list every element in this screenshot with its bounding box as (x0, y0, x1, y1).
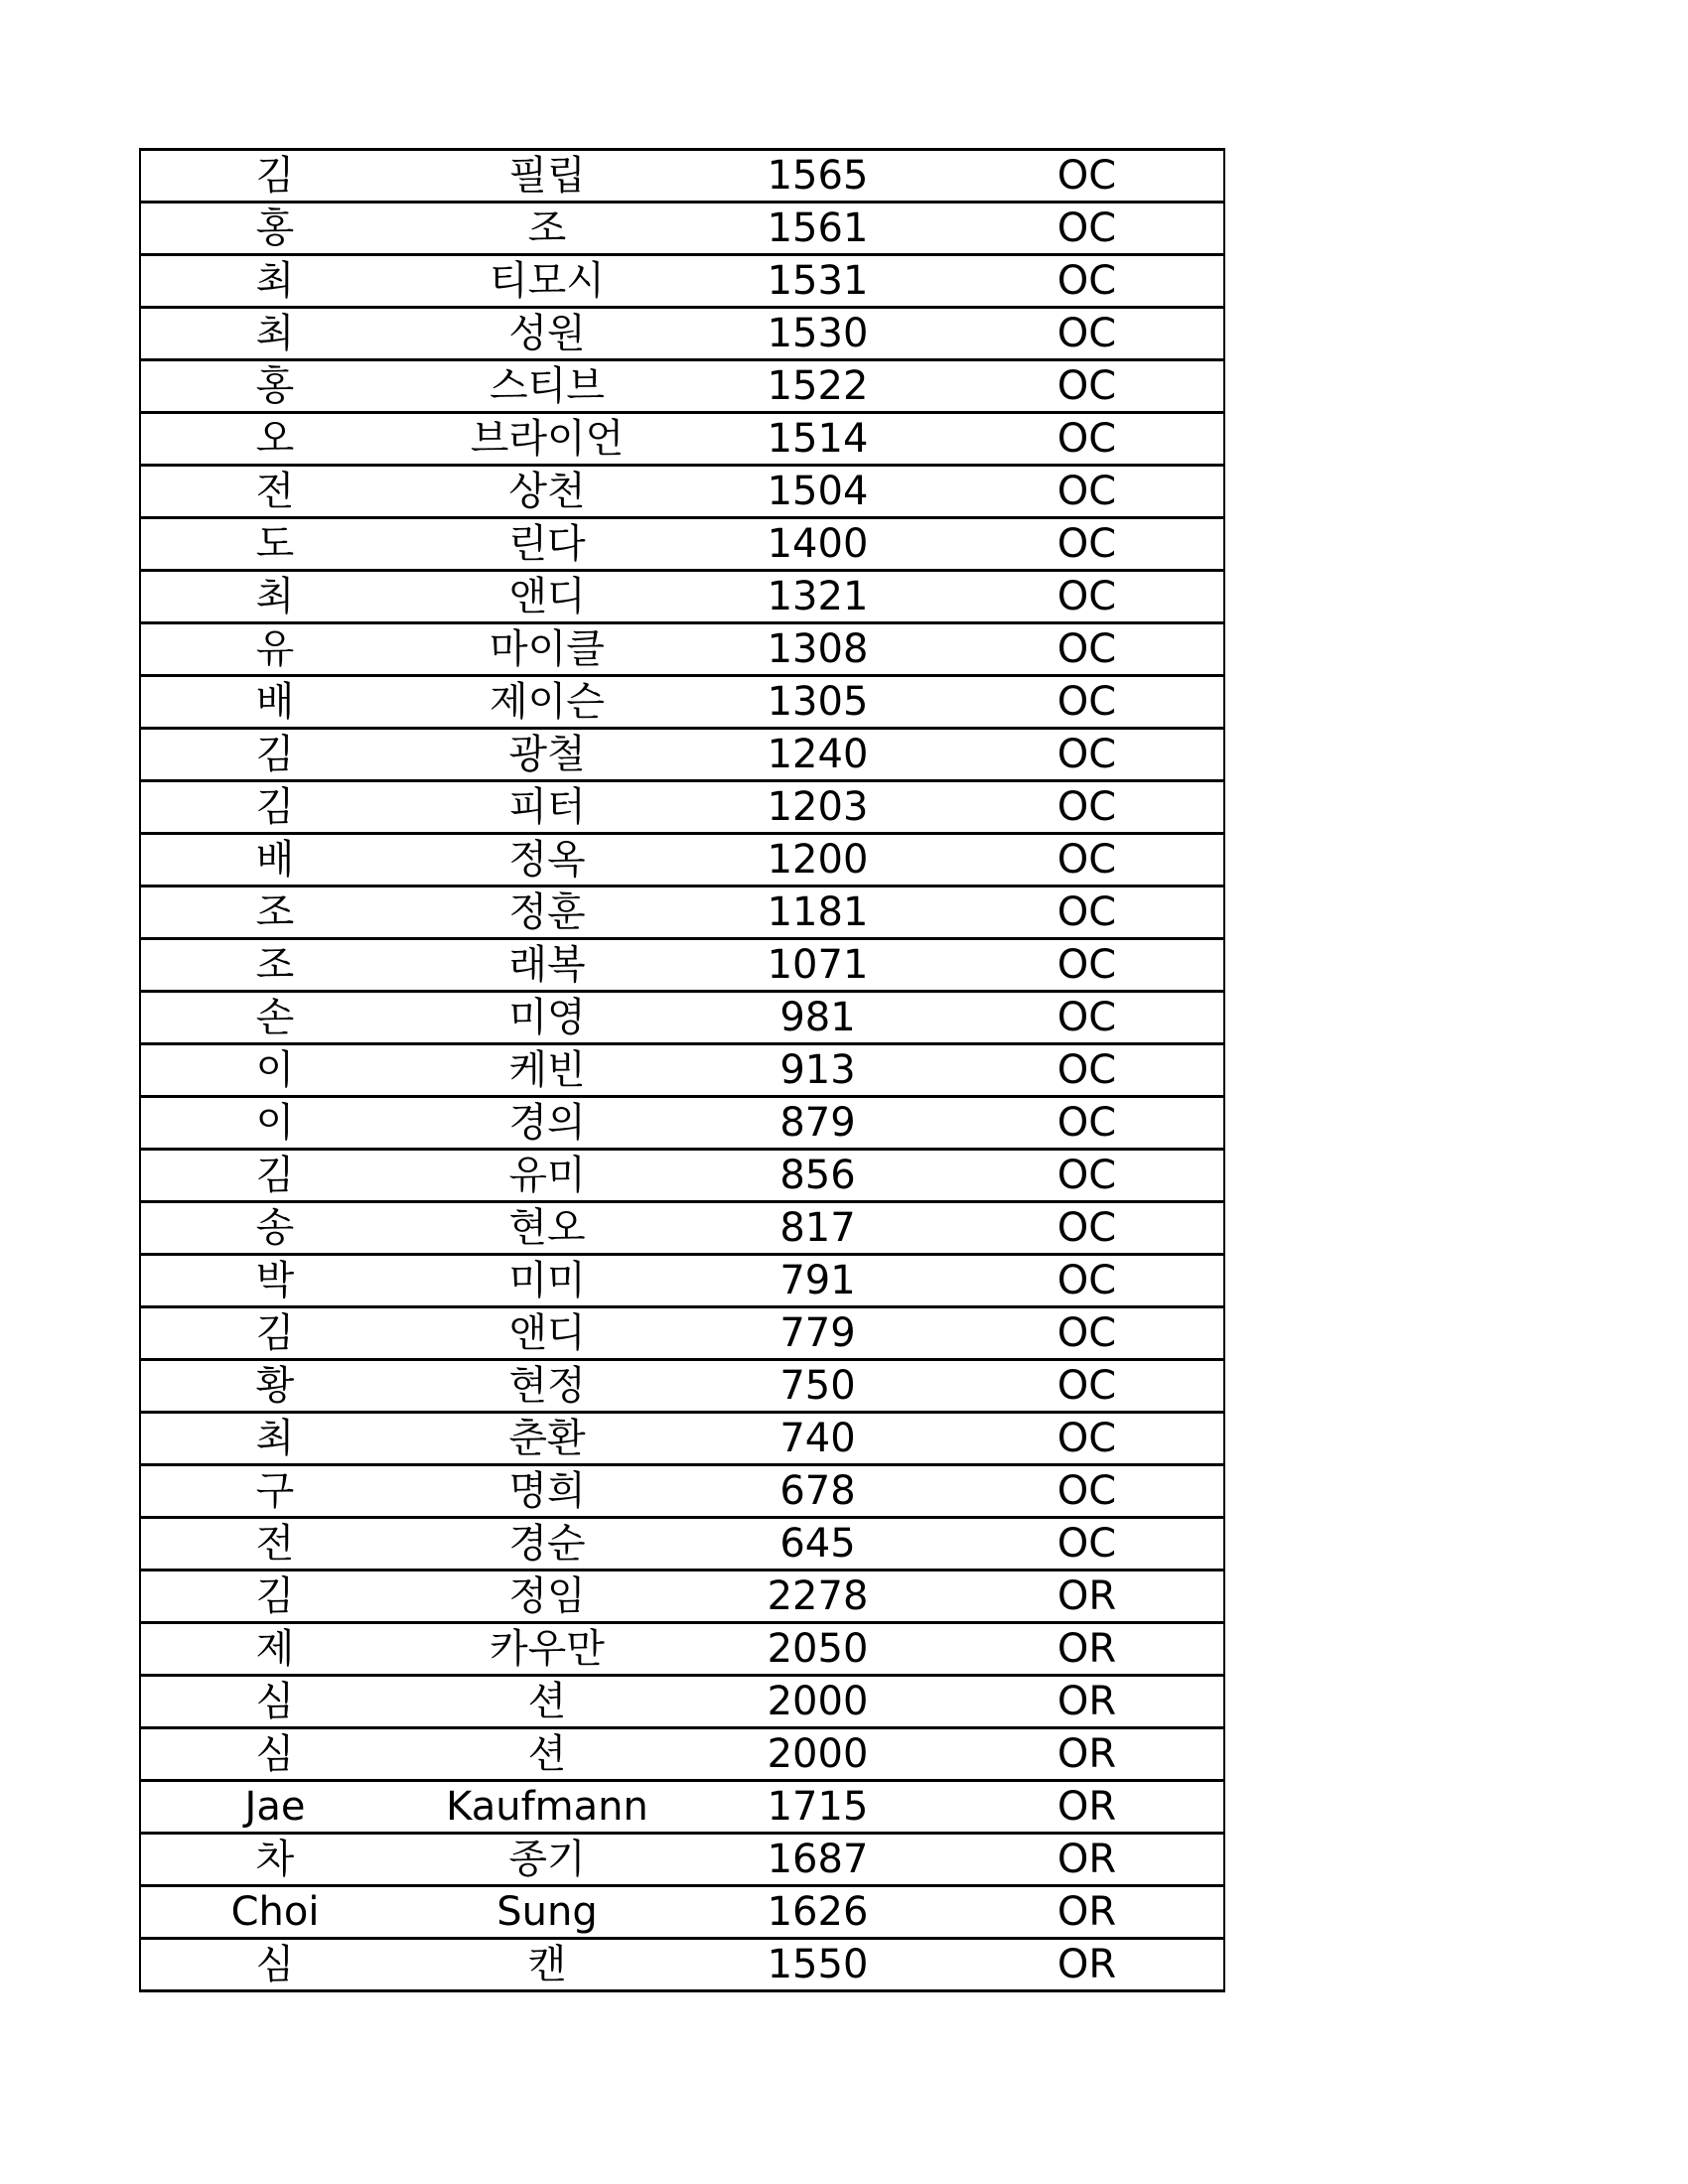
table-body (140, 150, 1224, 1991)
table-row (140, 729, 1224, 781)
table-row (140, 834, 1224, 887)
surname-cell: 심 (140, 1728, 409, 1781)
number-cell: 913 (685, 1044, 950, 1097)
table-row (140, 1307, 1224, 1360)
given-name-cell: 피터 (409, 781, 685, 834)
number-cell: 1565 (685, 150, 950, 203)
surname-cell: 배 (140, 676, 409, 729)
code-cell: OC (950, 1413, 1224, 1465)
number-cell: 1550 (685, 1939, 950, 1991)
number-cell: 2000 (685, 1676, 950, 1728)
code-cell: OC (950, 571, 1224, 623)
table-row (140, 1623, 1224, 1676)
given-name-cell: 경순 (409, 1518, 685, 1570)
given-name-cell: 명희 (409, 1465, 685, 1518)
number-cell: 1626 (685, 1886, 950, 1939)
code-cell: OC (950, 1255, 1224, 1307)
table-row (140, 939, 1224, 992)
table-row (140, 308, 1224, 360)
surname-cell: 제 (140, 1623, 409, 1676)
given-name-cell: 조 (409, 203, 685, 255)
given-name-cell: 현오 (409, 1202, 685, 1255)
given-name-cell: 미영 (409, 992, 685, 1044)
number-cell: 1561 (685, 203, 950, 255)
number-cell: 1504 (685, 466, 950, 518)
code-cell: OC (950, 781, 1224, 834)
table-row (140, 1886, 1224, 1939)
table-row (140, 992, 1224, 1044)
surname-cell: 구 (140, 1465, 409, 1518)
given-name-cell: 티모시 (409, 255, 685, 308)
code-cell: OC (950, 255, 1224, 308)
surname-cell: 최 (140, 255, 409, 308)
surname-cell: 송 (140, 1202, 409, 1255)
given-name-cell: 래복 (409, 939, 685, 992)
code-cell: OR (950, 1623, 1224, 1676)
table-row (140, 203, 1224, 255)
number-cell: 1308 (685, 623, 950, 676)
code-cell: OC (950, 887, 1224, 939)
surname-cell: 이 (140, 1097, 409, 1150)
table-row (140, 255, 1224, 308)
table-row (140, 1044, 1224, 1097)
table-row (140, 150, 1224, 203)
surname-cell: 전 (140, 1518, 409, 1570)
given-name-cell: 정옥 (409, 834, 685, 887)
surname-cell: 박 (140, 1255, 409, 1307)
given-name-cell: 션 (409, 1676, 685, 1728)
given-name-cell: 브라이언 (409, 413, 685, 466)
table-row (140, 1570, 1224, 1623)
table-row (140, 1834, 1224, 1886)
surname-cell: 차 (140, 1834, 409, 1886)
number-cell: 879 (685, 1097, 950, 1150)
given-name-cell: 앤디 (409, 571, 685, 623)
number-cell: 817 (685, 1202, 950, 1255)
table-row (140, 1465, 1224, 1518)
code-cell: OC (950, 1202, 1224, 1255)
code-cell: OR (950, 1676, 1224, 1728)
number-cell: 1530 (685, 308, 950, 360)
given-name-cell: 린다 (409, 518, 685, 571)
number-cell: 1200 (685, 834, 950, 887)
table-row (140, 466, 1224, 518)
number-cell: 1181 (685, 887, 950, 939)
surname-cell: 도 (140, 518, 409, 571)
given-name-cell: 앤디 (409, 1307, 685, 1360)
code-cell: OR (950, 1728, 1224, 1781)
surname-cell: 조 (140, 939, 409, 992)
given-name-cell: 경의 (409, 1097, 685, 1150)
code-cell: OC (950, 360, 1224, 413)
number-cell: 1531 (685, 255, 950, 308)
code-cell: OC (950, 1518, 1224, 1570)
surname-cell: 김 (140, 1570, 409, 1623)
number-cell: 1715 (685, 1781, 950, 1834)
surname-cell: 최 (140, 308, 409, 360)
surname-cell: 손 (140, 992, 409, 1044)
table-row (140, 781, 1224, 834)
code-cell: OR (950, 1570, 1224, 1623)
table-row (140, 1939, 1224, 1991)
table-row (140, 413, 1224, 466)
code-cell: OC (950, 1097, 1224, 1150)
surname-cell: 오 (140, 413, 409, 466)
number-cell: 1687 (685, 1834, 950, 1886)
number-cell: 1305 (685, 676, 950, 729)
given-name-cell: 필립 (409, 150, 685, 203)
table-row (140, 1360, 1224, 1413)
code-cell: OC (950, 834, 1224, 887)
surname-cell: Choi (140, 1886, 409, 1939)
given-name-cell: 상천 (409, 466, 685, 518)
code-cell: OC (950, 1307, 1224, 1360)
table-row (140, 1202, 1224, 1255)
given-name-cell: 제이슨 (409, 676, 685, 729)
given-name-cell: 미미 (409, 1255, 685, 1307)
number-cell: 1400 (685, 518, 950, 571)
code-cell: OC (950, 203, 1224, 255)
given-name-cell: Kaufmann (409, 1781, 685, 1834)
surname-cell: 김 (140, 150, 409, 203)
surname-cell: 최 (140, 1413, 409, 1465)
code-cell: OC (950, 1360, 1224, 1413)
given-name-cell: 현정 (409, 1360, 685, 1413)
code-cell: OC (950, 623, 1224, 676)
given-name-cell: Sung (409, 1886, 685, 1939)
code-cell: OR (950, 1886, 1224, 1939)
number-cell: 678 (685, 1465, 950, 1518)
table-row (140, 1676, 1224, 1728)
data-table (139, 148, 1225, 1992)
number-cell: 779 (685, 1307, 950, 1360)
given-name-cell: 스티브 (409, 360, 685, 413)
table-row (140, 1518, 1224, 1570)
code-cell: OC (950, 150, 1224, 203)
surname-cell: 홍 (140, 203, 409, 255)
code-cell: OR (950, 1781, 1224, 1834)
surname-cell: 황 (140, 1360, 409, 1413)
number-cell: 645 (685, 1518, 950, 1570)
code-cell: OC (950, 676, 1224, 729)
surname-cell: Jae (140, 1781, 409, 1834)
given-name-cell: 춘환 (409, 1413, 685, 1465)
surname-cell: 홍 (140, 360, 409, 413)
code-cell: OC (950, 308, 1224, 360)
number-cell: 1321 (685, 571, 950, 623)
table-row (140, 1781, 1224, 1834)
surname-cell: 심 (140, 1939, 409, 1991)
number-cell: 740 (685, 1413, 950, 1465)
given-name-cell: 캔 (409, 1939, 685, 1991)
code-cell: OC (950, 992, 1224, 1044)
table-row (140, 571, 1224, 623)
given-name-cell: 유미 (409, 1150, 685, 1202)
number-cell: 2050 (685, 1623, 950, 1676)
surname-cell: 김 (140, 1150, 409, 1202)
number-cell: 791 (685, 1255, 950, 1307)
surname-cell: 김 (140, 1307, 409, 1360)
table-row (140, 1255, 1224, 1307)
table-row (140, 1097, 1224, 1150)
code-cell: OC (950, 466, 1224, 518)
surname-cell: 전 (140, 466, 409, 518)
number-cell: 1240 (685, 729, 950, 781)
code-cell: OC (950, 1150, 1224, 1202)
given-name-cell: 케빈 (409, 1044, 685, 1097)
given-name-cell: 카우만 (409, 1623, 685, 1676)
code-cell: OC (950, 729, 1224, 781)
given-name-cell: 정훈 (409, 887, 685, 939)
surname-cell: 최 (140, 571, 409, 623)
table-row (140, 1728, 1224, 1781)
table-row (140, 518, 1224, 571)
given-name-cell: 정임 (409, 1570, 685, 1623)
code-cell: OR (950, 1939, 1224, 1991)
given-name-cell: 마이클 (409, 623, 685, 676)
number-cell: 1203 (685, 781, 950, 834)
surname-cell: 조 (140, 887, 409, 939)
surname-cell: 심 (140, 1676, 409, 1728)
surname-cell: 이 (140, 1044, 409, 1097)
number-cell: 2278 (685, 1570, 950, 1623)
table-row (140, 676, 1224, 729)
surname-cell: 김 (140, 729, 409, 781)
code-cell: OC (950, 413, 1224, 466)
code-cell: OC (950, 1044, 1224, 1097)
number-cell: 1514 (685, 413, 950, 466)
code-cell: OC (950, 1465, 1224, 1518)
number-cell: 750 (685, 1360, 950, 1413)
table-row (140, 887, 1224, 939)
table-row (140, 623, 1224, 676)
surname-cell: 배 (140, 834, 409, 887)
table-row (140, 360, 1224, 413)
table-row (140, 1413, 1224, 1465)
number-cell: 856 (685, 1150, 950, 1202)
given-name-cell: 광철 (409, 729, 685, 781)
table-row (140, 1150, 1224, 1202)
number-cell: 981 (685, 992, 950, 1044)
given-name-cell: 션 (409, 1728, 685, 1781)
number-cell: 2000 (685, 1728, 950, 1781)
number-cell: 1522 (685, 360, 950, 413)
surname-cell: 김 (140, 781, 409, 834)
code-cell: OC (950, 518, 1224, 571)
given-name-cell: 종기 (409, 1834, 685, 1886)
code-cell: OR (950, 1834, 1224, 1886)
code-cell: OC (950, 939, 1224, 992)
number-cell: 1071 (685, 939, 950, 992)
surname-cell: 유 (140, 623, 409, 676)
given-name-cell: 성원 (409, 308, 685, 360)
